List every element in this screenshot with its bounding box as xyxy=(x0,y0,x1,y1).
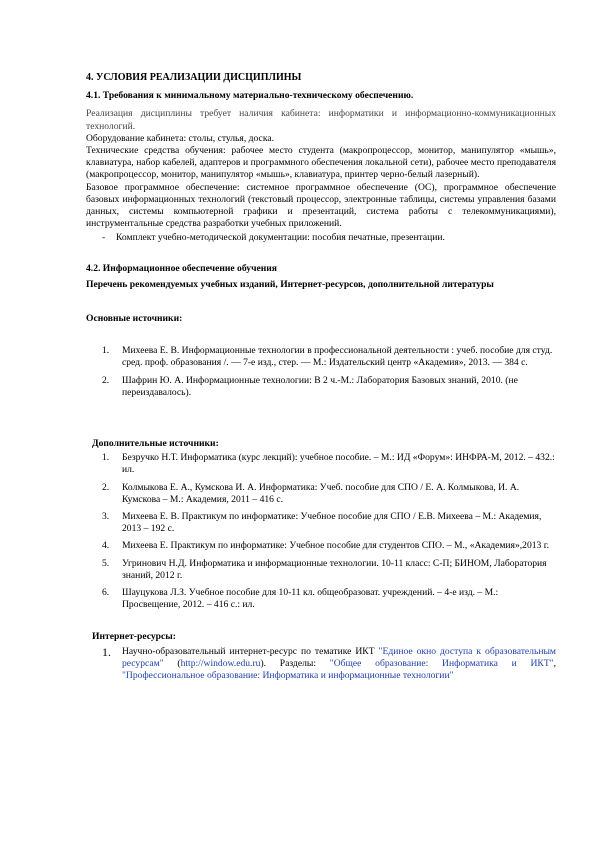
additional-sources-title: Дополнительные источники: xyxy=(92,438,219,450)
document-page xyxy=(86,72,556,687)
list-item: 6. Шауцукова Л.З. Учебное пособие для 10-11 кл. общеобразоват. учреждений. – 4-е изд. – М.: Просвещение, 2012. – 416 с.: ил. xyxy=(102,587,499,611)
bullet-text: Комплект учебно-методической документации: пособия печатные, презентации. xyxy=(116,232,445,244)
general-education-link[interactable]: "Общее образование: Информатика и ИКТ" xyxy=(329,657,554,669)
professional-education-link[interactable]: "Профессиональное образование: Информатика и информационные технологии" xyxy=(122,670,454,682)
internet-resources-title: Интернет-ресурсы: xyxy=(92,630,176,642)
intro-paragraph: Реализация дисциплины требует наличия кабинета: информатики и информационно-коммуникационных технологий. xyxy=(86,108,556,132)
tech-paragraph: Технические средства обучения: рабочее место студента (макропроцессор, монитор, манипулятор «мышь», клавиатура, набор кабелей, адаптеров и программного обеспечения локальной сети), рабочее место преподавателя (макропроцессор, монитор, манипулятор «мышь», клавиатура, принтер черно-белый лазерный). xyxy=(86,145,556,181)
subsection-title-info: 4.2. Информационное обеспечение обучения xyxy=(86,262,277,274)
main-sources-title: Основные источники: xyxy=(86,313,183,325)
equipment-paragraph: Оборудование кабинета: столы, стулья, доска. xyxy=(86,132,274,144)
window-edu-url-link[interactable]: http://window.edu.ru xyxy=(180,657,261,669)
subsection-subtitle: Перечень рекомендуемых учебных изданий, Интернет-ресурсов, дополнительной литературы xyxy=(86,278,494,290)
bullet-mark: - xyxy=(102,232,106,244)
list-item: 3. Михеева Е. В. Практикум по информатике: Учебное пособие для СПО / Е.В. Михеева – М.: Академия, 2013 – 192 с. xyxy=(102,511,542,535)
internet-resource-text: Научно-образовательный интернет-ресурс по тематике ИКТ "Единое окно доступа к образовательным ресурсам" (http://window.edu.ru). Разделы: "Общее образование: Информатика и ИКТ", "Профессиональное образование: Информатика и информационные технологии" xyxy=(122,645,557,682)
list-item: 5. Угринович Н.Д. Информатика и информационные технологии. 10-11 класс: С-П; БИНОМ, Лаборатория знаний, 2012 г. xyxy=(102,557,547,581)
main-sources-list xyxy=(86,345,556,399)
section-title: 4. УСЛОВИЯ РЕАЛИЗАЦИИ ДИСЦИПЛИНЫ xyxy=(86,72,302,83)
list-item: 1. Научно-образовательный интернет-ресурс по тематике ИКТ "Единое окно доступа к образовательным ресурсам" (http://window.edu.ru). Разделы: "Общее образование: Информатика и ИКТ", "Профессиональное образование: Информатика и информационные технологии" xyxy=(102,644,557,682)
bullet-item xyxy=(102,232,556,244)
list-item: 4. Михеева Е. Практикум по информатике: Учебное пособие для студентов СПО. – М., «Академия»,2013 г. xyxy=(102,540,549,552)
subsection-title-requirements: 4.1. Требования к минимальному материально-техническому обеспечению. xyxy=(86,90,414,102)
list-item: 2. Колмыкова Е. А., Кумскова И. А. Информатика: Учеб. пособие для СПО / Е. А. Колмыкова, И. А. Кумскова – М.: Академия, 2011 – 416 с. xyxy=(102,481,520,505)
additional-sources-list xyxy=(86,452,556,611)
software-paragraph: Базовое программное обеспечение: системное программное обеспечение (ОС), программное обеспечение базовых информационных технологий (текстовый процессор, электронные таблицы, системы управления базами данных, системы компьютерной графики и презентаций, система работы с телекоммуникациями), инструментальные средства разработки учебных приложений. xyxy=(86,181,556,230)
list-item: 1. Безручко Н.Т. Информатика (курс лекций): учебное пособие. – М.: ИД «Форум»: ИНФРА-М, 2012. – 432.: ил. xyxy=(102,452,555,476)
edu-portal-link[interactable]: "Единое окно доступа к образовательным ресурсам" xyxy=(122,645,557,669)
internet-resources-list xyxy=(86,646,556,683)
list-item: 2. Шафрин Ю. А. Информационные технологии: В 2 ч.-М.: Лаборатория Базовых знаний, 2010. (не переиздавалось). xyxy=(102,374,518,398)
list-item: 1. Михеева Е. В. Информационные технологии в профессиональной деятельности : учеб. пособие для студ. сред. проф. образования /. — 7-е изд., стер. — М.: Издательский центр «Академия», 2013. — 384 с. xyxy=(102,345,553,369)
